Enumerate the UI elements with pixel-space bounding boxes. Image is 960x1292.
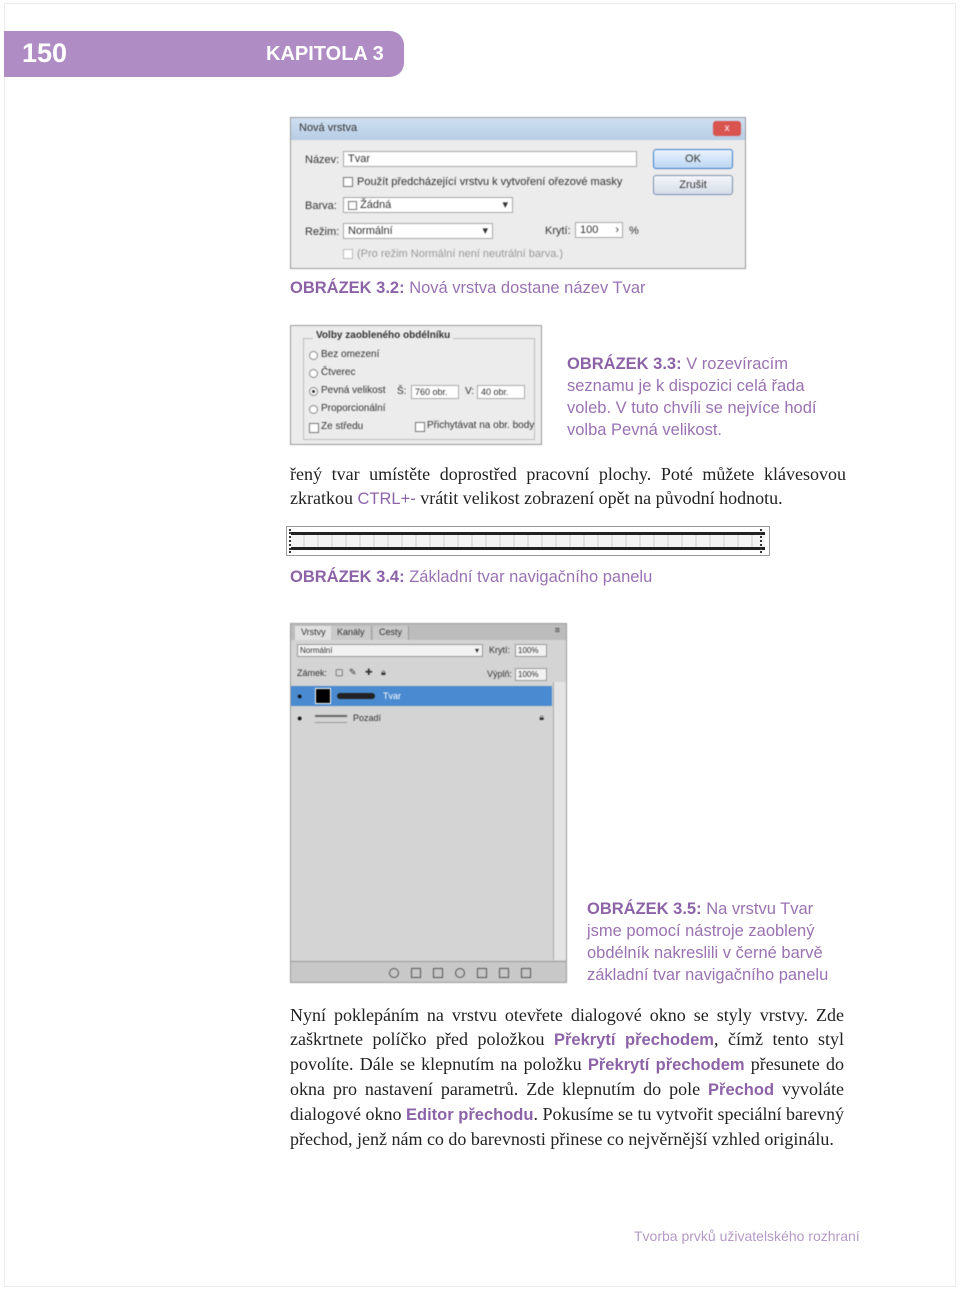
- neutral-label: (Pro režim Normální není neutrální barva.): [357, 248, 564, 260]
- trash-icon[interactable]: [521, 968, 531, 978]
- layer-thumbnail: [315, 688, 331, 704]
- layer-row-background[interactable]: [291, 708, 552, 728]
- lock-transparency-icon[interactable]: ▢: [335, 667, 344, 677]
- term-gradient-overlay: Překrytí přechodem: [553, 1031, 714, 1049]
- chevron-down-icon: ▾: [482, 225, 488, 237]
- chevron-right-icon: ›: [615, 224, 619, 236]
- figure-caption-3-5: [587, 898, 842, 986]
- width-label: Š:: [397, 386, 407, 397]
- dialog-title: Nová vrstva: [299, 122, 358, 134]
- caption-label: OBRÁZEK 3.2:: [290, 279, 405, 297]
- navbar-right-edge: [760, 529, 765, 553]
- mode-value: Normální: [348, 225, 393, 237]
- option-square: Čtverec: [321, 367, 356, 378]
- blend-mode-value: Normální: [300, 646, 333, 655]
- blend-mode-select[interactable]: [297, 644, 483, 657]
- radio-unconstrained[interactable]: [309, 351, 318, 360]
- height-input[interactable]: 40 obr.: [477, 385, 525, 399]
- paragraph-2: [290, 1003, 844, 1151]
- chapter-header: [4, 31, 404, 77]
- background-thumbnail: [315, 715, 347, 723]
- layers-scrollbar[interactable]: [553, 682, 566, 960]
- percent-label: %: [629, 225, 639, 237]
- layers-panel: [290, 623, 567, 983]
- add-mask-icon[interactable]: [433, 968, 443, 978]
- caption-label: OBRÁZEK 3.3:: [567, 355, 682, 373]
- tab-channels[interactable]: Kanály: [331, 626, 372, 640]
- ok-button[interactable]: OK: [653, 149, 733, 169]
- clip-mask-checkbox[interactable]: [343, 177, 353, 187]
- lock-all-icon[interactable]: 🔒︎: [381, 667, 386, 677]
- panel-menu-icon[interactable]: ≡: [554, 625, 560, 635]
- new-group-icon[interactable]: [477, 968, 487, 978]
- fill-input[interactable]: 100%: [515, 668, 547, 681]
- term-gradient-editor: Editor přechodu: [406, 1106, 534, 1124]
- caption-text: Nová vrstva dostane název Tvar: [404, 279, 646, 297]
- panel-tabs: [291, 624, 566, 640]
- snap-checkbox[interactable]: [415, 422, 425, 432]
- lock-position-icon[interactable]: ✚: [365, 667, 373, 677]
- page-number: 150: [22, 38, 68, 68]
- rounded-rect-options: [290, 325, 542, 445]
- figure-caption-3-3: [567, 353, 837, 441]
- term-gradient-overlay-2: Překrytí přechodem: [587, 1056, 745, 1074]
- navbar-shape-figure: [286, 526, 770, 556]
- lock-icon: 🔒︎: [539, 712, 544, 722]
- tab-paths[interactable]: Cesty: [373, 626, 409, 640]
- navbar-shape: [291, 532, 765, 550]
- opacity-input[interactable]: 100%: [515, 644, 547, 657]
- height-label: V:: [465, 386, 475, 397]
- radio-proportional[interactable]: [309, 405, 318, 414]
- para2-text-3: přesunete do okna pro nastavení parametrů. Zde klepnutím do pole: [290, 1054, 844, 1099]
- mode-label: Režim:: [305, 226, 340, 238]
- chevron-down-icon: ▾: [502, 199, 508, 211]
- lock-pixels-icon[interactable]: ✎: [349, 667, 357, 677]
- opacity-input[interactable]: [575, 222, 623, 238]
- layer-styles-icon[interactable]: [411, 968, 421, 978]
- para2-text-5: . Pokusíme se tu vytvořit speciální barevný přechod, jenž nám co do barevnosti přinese co nejvěrnější vzhled originálu.: [290, 1104, 844, 1149]
- term-gradient: Přechod: [708, 1081, 775, 1099]
- clip-mask-label: Použít předcházející vrstvu k vytvoření ořezové masky: [357, 176, 623, 188]
- chevron-down-icon: ▾: [474, 646, 479, 655]
- option-from-center: Ze středu: [321, 421, 364, 432]
- shortcut-ctrl-minus: CTRL+-: [357, 490, 416, 508]
- name-label: Název:: [305, 154, 340, 166]
- caption-label: OBRÁZEK 3.4:: [290, 568, 405, 586]
- fill-label: Výplň:: [487, 669, 513, 679]
- adjustment-layer-icon[interactable]: [455, 968, 465, 978]
- new-layer-icon[interactable]: [499, 968, 509, 978]
- new-layer-dialog: [290, 117, 746, 269]
- color-value: Žádná: [360, 199, 392, 211]
- panel-bottom-toolbar: [291, 961, 566, 982]
- para1-text-2: vrátit velikost zobrazení opět na původní hodnotu.: [415, 488, 783, 508]
- para2-text-4: vyvoláte dialogové okno: [290, 1079, 844, 1124]
- radio-fixed-size[interactable]: [309, 387, 318, 396]
- radio-square[interactable]: [309, 369, 318, 378]
- width-input[interactable]: 760 obr.: [411, 385, 459, 399]
- option-fixed-size: Pevná velikost: [321, 385, 386, 396]
- neutral-checkbox[interactable]: [343, 249, 353, 259]
- cancel-button[interactable]: Zrušit: [653, 175, 733, 195]
- tab-layers[interactable]: Vrstvy: [295, 626, 333, 640]
- group-title: Volby zaobleného obdélníku: [313, 330, 453, 341]
- para1-text-1: řený tvar umístěte doprostřed pracovní plochy. Poté můžete klávesovou zkratkou: [290, 464, 846, 508]
- caption-text: Na vrstvu Tvar jsme pomocí nástroje zaoblený obdélník nakreslili v černé barvě základní tvar navigačního panelu: [587, 900, 829, 984]
- eye-icon[interactable]: ●: [297, 713, 303, 723]
- caption-text: Základní tvar navigačního panelu: [404, 568, 653, 586]
- para2-text-1: Nyní poklepáním na vrstvu otevřete dialogové okno se styly vrstvy. Zde zaškrtnete políčko před položkou: [290, 1005, 844, 1049]
- lock-label: Zámek:: [297, 668, 328, 678]
- name-input[interactable]: Tvar: [343, 151, 637, 167]
- paragraph-1: [290, 462, 846, 511]
- color-swatch-icon: [348, 201, 357, 210]
- chapter-title: KAPITOLA 3: [266, 43, 384, 65]
- vector-mask-thumbnail: [337, 693, 375, 699]
- opacity-label: Krytí:: [489, 645, 511, 655]
- figure-caption-3-2: [290, 277, 646, 299]
- from-center-checkbox[interactable]: [309, 423, 319, 433]
- color-select[interactable]: [343, 197, 513, 213]
- caption-label: OBRÁZEK 3.5:: [587, 900, 702, 918]
- para2-text-2: , čímž tento styl povolíte. Dále se klepnutím na položku: [290, 1029, 844, 1074]
- link-layers-icon[interactable]: [389, 968, 399, 978]
- snap-label: Přichytávat na obr. body: [427, 420, 535, 431]
- close-icon[interactable]: x: [713, 121, 741, 136]
- layer-name-tvar: Tvar: [383, 691, 401, 701]
- mode-select[interactable]: [343, 223, 493, 239]
- eye-icon[interactable]: ●: [297, 691, 303, 701]
- opacity-value: 100: [580, 224, 599, 236]
- opacity-label: Krytí:: [545, 225, 571, 237]
- layer-name-background: Pozadí: [353, 713, 382, 723]
- dialog-titlebar: [291, 118, 745, 140]
- color-label: Barva:: [305, 200, 337, 212]
- option-unconstrained: Bez omezení: [321, 349, 380, 360]
- caption-text: V rozevíracím seznamu je k dispozici celá řada voleb. V tuto chvíli se nejvíce hodí volba Pevná velikost.: [567, 355, 817, 439]
- option-proportional: Proporcionální: [321, 403, 386, 414]
- figure-caption-3-4: [290, 566, 652, 588]
- running-footer: Tvorba prvků uživatelského rozhraní: [634, 1228, 860, 1244]
- layer-row-tvar[interactable]: [291, 686, 552, 706]
